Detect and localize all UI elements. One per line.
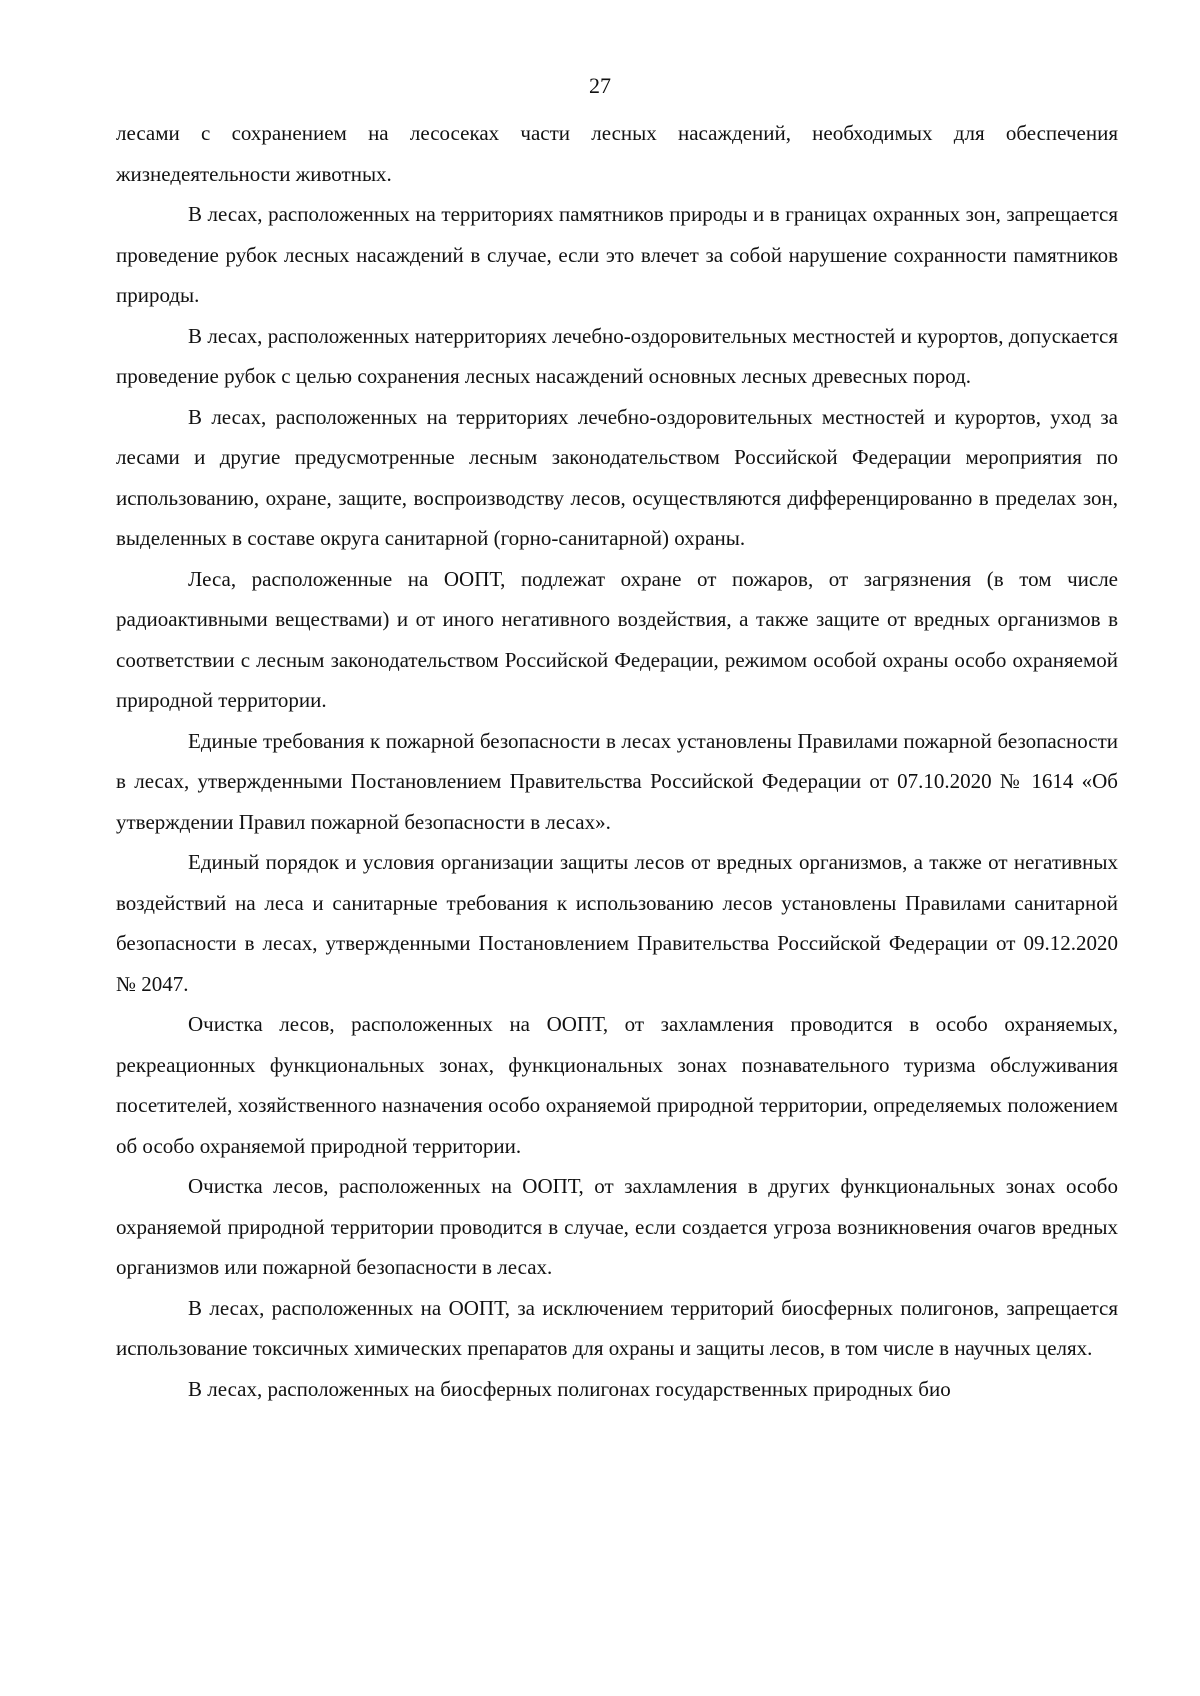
paragraph-cleaning-other-zones: Очистка лесов, расположенных на ООПТ, от захламления в других функциональных зонах особо охраняемой природной территории проводится в случае, если создается угроза возникновения очагов вредных организмов или пожарной безопасности в лесах. xyxy=(116,1174,1118,1279)
paragraph-cleaning-special-zones: Очистка лесов, расположенных на ООПТ, от захламления проводится в особо охраняемых, рекреационных функциональных зонах, функциональных зонах познавательного туризма обслуживания посетителей, хозяйственного назначения особо охраняемой природной территории, определяемых положением об особо охраняемой природной территории. xyxy=(116,1012,1118,1158)
paragraph-chemicals-ban: В лесах, расположенных на ООПТ, за исключением территорий биосферных полигонов, запрещается использование токсичных химических препаратов для охраны и защиты лесов, в том числе в научных целях. xyxy=(116,1295,1118,1360)
paragraph-fire-safety: Единые требования к пожарной безопасности в лесах установлены Правилами пожарной безопасности в лесах, утвержденными Постановлением Правительства Российской Федерации от 07.10.2020 № 1614 «Об утверждении Правил пожарной безопасности в лесах». xyxy=(116,728,1118,834)
paragraph-sanitary-safety: Единый порядок и условия организации защиты лесов от вредных организмов, а также от негативных воздействий на леса и санитарные требования к использованию лесов установлены Правилами санитарной безопасности в лесах, утвержденными Постановлением Правительства Российской Федерации от 09.12.2020 № 2047. xyxy=(116,850,1118,996)
paragraph-forest-protection: Леса, расположенные на ООПТ, подлежат охране от пожаров, от загрязнения (в том числе радиоактивными веществами) и от иного негативного воздействия, а также защите от вредных организмов в соответствии с лесным законодательством Российской Федерации, режимом особой охраны особо охраняемой природной территории. xyxy=(116,566,1118,712)
paragraph-biosphere-polygons: В лесах, расположенных на биосферных полигонах государственных природных био xyxy=(188,1376,951,1401)
paragraph-continuation: лесами с сохранением на лесосеках части лесных насаждений, необходимых для обеспечения жизнедеятельности животных. xyxy=(116,121,1118,186)
paragraph-resort-felling: В лесах, расположенных натерриториях лечебно-оздоровительных местностей и курортов, допускается проведение рубок с целью сохранения лесных насаждений основных лесных древесных пород. xyxy=(116,323,1118,388)
paragraph-resort-zones: В лесах, расположенных на территориях лечебно-оздоровительных местностей и курортов, уход за лесами и другие предусмотренные лесным законодательством Российской Федерации мероприятия по использованию, охране, защите, воспроизводству лесов, осуществляются дифференцированно в пределах зон, выделенных в составе округа санитарной (горно-санитарной) охраны. xyxy=(116,404,1118,550)
document-body xyxy=(116,113,1118,1409)
paragraph-nature-monuments: В лесах, расположенных на территориях памятников природы и в границах охранных зон, запрещается проведение рубок лесных насаждений в случае, если это влечет за собой нарушение сохранности памятников природы. xyxy=(116,202,1118,307)
page-number: 27 xyxy=(589,73,611,98)
